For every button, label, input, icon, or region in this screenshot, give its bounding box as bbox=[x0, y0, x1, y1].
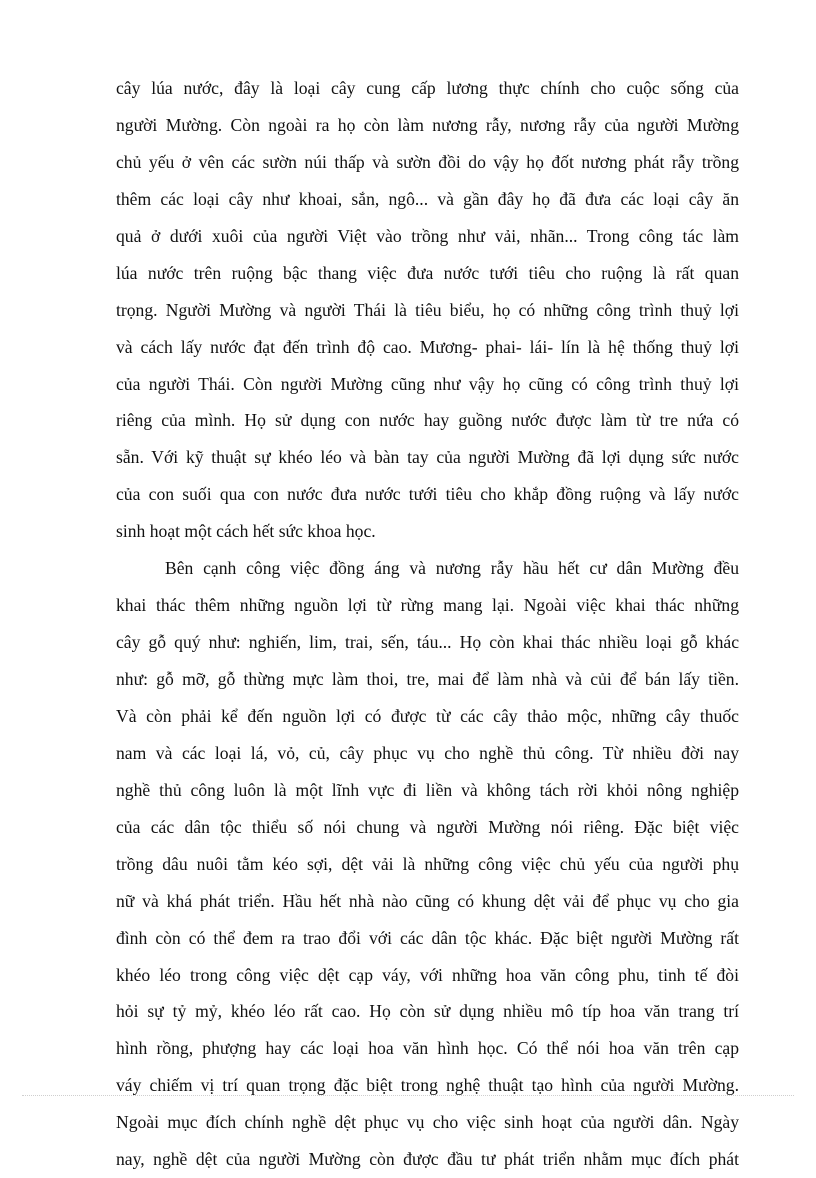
text-line: nam và các loại lá, vỏ, củ, cây phục vụ cho nghề thủ công. Từ nhiều đời nay bbox=[116, 742, 739, 763]
text-line: đình còn có thể đem ra trao đổi với các dân tộc khác. Đặc biệt người Mường rất bbox=[116, 927, 739, 948]
paragraph-2 bbox=[116, 550, 739, 1178]
text-line: sinh hoạt một cách hết sức khoa học. bbox=[116, 521, 376, 542]
page-bottom-divider bbox=[22, 1095, 794, 1096]
text-line: Và còn phải kể đến nguồn lợi có được từ các cây thảo mộc, những cây thuốc bbox=[116, 705, 739, 726]
text-line: trọng. Người Mường và người Thái là tiêu biểu, họ có những công trình thuỷ lợi bbox=[116, 299, 739, 320]
text-line: cây gỗ quý như: nghiến, lim, trai, sến, táu... Họ còn khai thác nhiều loại gỗ khác bbox=[116, 632, 739, 653]
text-line: sẵn. Với kỹ thuật sự khéo léo và bàn tay của người Mường đã lợi dụng sức nước bbox=[116, 447, 739, 468]
text-line: nữ và khá phát triển. Hầu hết nhà nào cũng có khung dệt vải để phục vụ cho gia bbox=[116, 890, 739, 911]
text-line: nay, nghề dệt của người Mường còn được đầu tư phát triển nhằm mục đích phát bbox=[116, 1149, 739, 1170]
text-line: hình rồng, phượng hay các loại hoa văn hình học. Có thể nói hoa văn trên cạp bbox=[116, 1038, 739, 1059]
text-line: như: gỗ mỡ, gỗ thừng mực làm thoi, tre, mai để làm nhà và củi để bán lấy tiền. bbox=[116, 669, 739, 689]
text-line: trồng dâu nuôi tằm kéo sợi, dệt vải là những công việc chủ yếu của người phụ bbox=[116, 853, 739, 874]
body-text bbox=[116, 70, 739, 1178]
text-line: của con suối qua con nước đưa nước tưới tiêu cho khắp đồng ruộng và lấy nước bbox=[116, 484, 739, 505]
text-line: chủ yếu ở vên các sườn núi thấp và sườn đồi do vậy họ đốt nương phát rẫy trồng bbox=[116, 151, 739, 172]
text-line: của người Thái. Còn người Mường cũng như vậy họ cũng có công trình thuỷ lợi bbox=[116, 373, 739, 394]
text-line: váy chiếm vị trí quan trọng đặc biệt trong nghệ thuật tạo hình của người Mường. bbox=[116, 1075, 739, 1096]
text-line: của các dân tộc thiểu số nói chung và người Mường nói riêng. Đặc biệt việc bbox=[116, 816, 739, 837]
text-line: cây lúa nước, đây là loại cây cung cấp lương thực chính cho cuộc sống của bbox=[116, 78, 739, 98]
text-line: người Mường. Còn ngoài ra họ còn làm nương rẫy, nương rẫy của người Mường bbox=[116, 114, 739, 135]
text-line: khai thác thêm những nguồn lợi từ rừng mang lại. Ngoài việc khai thác những bbox=[116, 595, 739, 616]
text-line: riêng của mình. Họ sử dụng con nước hay guồng nước được làm từ tre nứa có bbox=[116, 410, 739, 431]
text-line: khéo léo trong công việc dệt cạp váy, với những hoa văn công phu, tinh tế đòi bbox=[116, 964, 739, 985]
text-line: Bên cạnh công việc đồng áng và nương rẫy hầu hết cư dân Mường đều bbox=[165, 558, 739, 579]
text-line: nghề thủ công luôn là một lĩnh vực đi liền và không tách rời khỏi nông nghiệp bbox=[116, 779, 739, 800]
text-line: hỏi sự tỷ mỷ, khéo léo rất cao. Họ còn sử dụng nhiều mô típ hoa văn trang trí bbox=[116, 1001, 739, 1022]
text-line: Ngoài mục đích chính nghề dệt phục vụ cho việc sinh hoạt của người dân. Ngày bbox=[116, 1112, 739, 1133]
text-line: thêm các loại cây như khoai, sắn, ngô... và gần đây họ đã đưa các loại cây ăn bbox=[116, 188, 739, 209]
text-line: quả ở dưới xuôi của người Việt vào trồng như vải, nhãn... Trong công tác làm bbox=[116, 225, 739, 246]
paragraph-1 bbox=[116, 70, 739, 550]
text-line: lúa nước trên ruộng bậc thang việc đưa nước tưới tiêu cho ruộng là rất quan bbox=[116, 262, 739, 283]
text-line: và cách lấy nước đạt đến trình độ cao. Mương- phai- lái- lín là hệ thống thuỷ lợi bbox=[116, 336, 739, 357]
